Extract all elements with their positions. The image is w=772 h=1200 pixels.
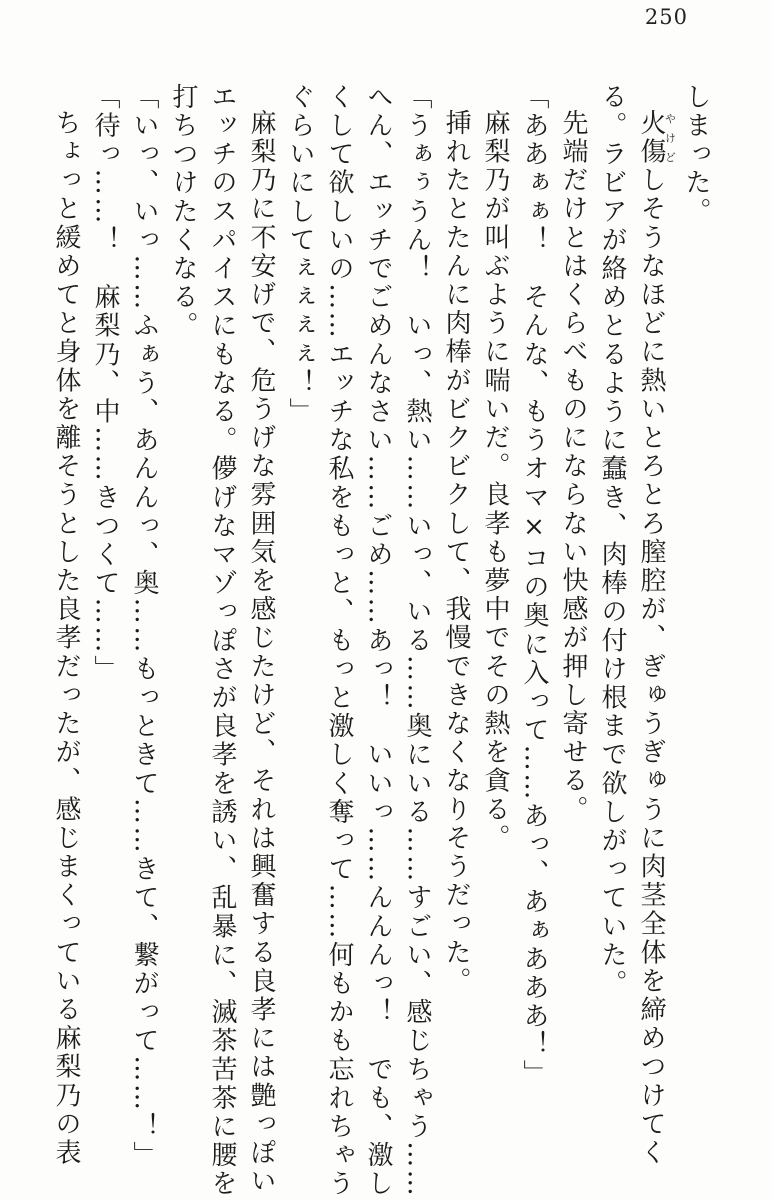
paragraph: 「いっ、いっ……ふぁう、あんんっ、奥……もっときて……きて、繋がって……！」 bbox=[129, 83, 159, 1170]
paragraph: 「うぁぅうん！ いっ、熱い……いっ、いる……奥にいる……すごい、感じちゃう……へん、エッチでごめんなさい……ごめ……あっ！ いいっ……んんんっ！ でも、激しくして欲しいの……エッチな私をもっと、もっと激しく奪って……何もかも忘れちゃうぐらいにしてぇぇぇぇ！」 bbox=[285, 83, 432, 1199]
novel-text-body bbox=[46, 83, 715, 1200]
paragraph: しまった。 bbox=[681, 83, 711, 226]
ruby-annotated-word: 火傷やけど bbox=[636, 109, 677, 167]
paragraph: 先端だけとはくらべものにならない快感が押し寄せる。 bbox=[558, 109, 588, 824]
paragraph: 麻梨乃が叫ぶように喘いだ。良孝も夢中でその熱を貪る。 bbox=[480, 109, 510, 853]
page-number: 250 bbox=[644, 5, 688, 29]
paragraph: 麻梨乃に不安げで、危うげな雰囲気を感じたけど、それは興奮する良孝には艶っぽいエッチのスパイスにもなる。儚げなマゾっぽさが良孝を誘い、乱暴に、滅茶苦茶に腰を打ちつけたくなる。 bbox=[168, 83, 276, 1199]
paragraph: 「ああぁぁ！ そんな、もうオマ×コの奥に入って……あっ、あぁあああ！」 bbox=[519, 83, 549, 1088]
paragraph: 火傷やけどしそうなほどに熱いとろとろ膣腔が、ぎゅうぎゅうに肉茎全体を締めつけてくる。ラビアが絡めとるように蠢き、肉棒の付け根まで欲しがっていた。 bbox=[597, 83, 677, 1168]
paragraph: ちょっと緩めてと身体を離そうとした良孝だったが、感じまくっている麻梨乃の表 bbox=[51, 109, 81, 1168]
paragraph: 「待っ……！ 麻梨乃、中……きつくて……」 bbox=[90, 83, 120, 684]
paragraph: 挿れたとたんに肉棒がビクビクして、我慢できなくなりそうだった。 bbox=[441, 109, 471, 996]
